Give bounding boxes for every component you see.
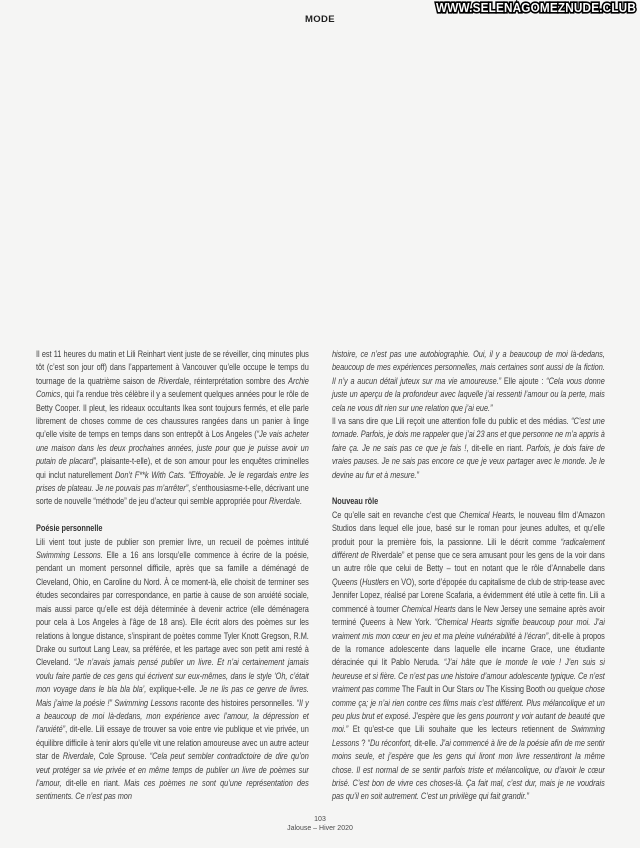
article-paragraph [36,536,309,804]
text-run: Chemical Hearts [401,603,456,615]
text-run: le nouveau film d’Amazon Studios dans lequel elle joue, basé sur le roman pour jeunes adultes, et qu’elle produit pour la première fois, la passionne. Lili le décrit comme [332,509,605,548]
text-run: “J’ai hâte que le monde le voie ! J’en suis si heureuse et si fière. Ce n’est pas une histoire d’amour adolescente typique. Ce n’est vraiment pas comme [332,657,605,696]
text-run: . Elle a 16 ans lorsqu’elle commence à écrire de la poésie, pendant un moment personnel difficile, après que sa famille a déménagé de Cleveland, Ohio, en Caroline du Nord. À ce moment-là, elle choisit de terminer ses études secondaires par correspondance, en partie à cause de son anxiété sociale, mais aussi parce qu’elle est déjà déterminée à devenir actrice (elle déménagera pour cela à Los Angeles à l’âge de 18 ans). Elle écrit alors des poèmes sur les relations à longue distance, s’inspirant de poètes comme Tyler Knott Gregson, R.M. Drake ou surtout Lang Leav, sa préférée, et les partage avec son petit ami resté à Cleveland. [36,550,309,669]
text-run: Riverdale” [371,550,405,562]
text-run: “Cela peut sembler contradictoire de dire qu’on veut protéger sa vie privée et en même temps de publier un livre de poèmes sur l’amour, [36,751,309,789]
text-run: “Cela vous donne juste un aperçu de la profondeur avec laquelle j’ai ressenti l’amour ou la perte, mais cela ne vous dit rien sur une relation que j’ai eue.” [332,375,605,414]
text-run: “C’est une tornade. Parfois, je dois me rappeler que j’ai 23 ans et que personne ne m’a appris à faire ça. Je ne sais pas ce que je fais ! [332,416,605,454]
text-run: , dit-elle. Lili essaye de trouver sa voie entre vie publique et vie privée, un équilibre difficile à tenir alors qu’elle vit une relation amoureuse avec un autre acteur star de [36,724,309,763]
text-run: ? [359,737,368,749]
text-run: “Du réconfort, [367,737,415,749]
text-run: , dit-elle en riant. [466,442,527,454]
article-paragraph [332,348,605,415]
text-run: ou [473,684,486,696]
text-run: Riverdale [268,496,300,508]
text-run: Il est 11 heures du matin et Lili Reinhart vient juste de se réveiller, cinq minutes plus tôt (c’est son jour off) dans l’appartement à Vancouver qu’elle occupe le temps du tournage de la quatrième saison de [36,349,309,387]
text-run: histoire, ce n’est pas une autobiographie. Oui, il y a beaucoup de moi là-dedans, beaucoup de mes expériences personnelles, mais certaines sont aussi de la fiction. Il n’y a aucun détail juteux sur ma vie amoureuse.” [332,349,605,387]
magazine-issue: Jalouse – Hiver 2020 [287,824,353,832]
text-run: Riverdale [62,751,94,763]
text-run: “Chemical Hearts signifie beaucoup pour moi. J’ai vraiment mis mon cœur en jeu et ma pleine vulnérabilité à l’écran” [332,617,605,642]
text-run: “Il y a beaucoup de moi là-dedans, mon expérience avec l’amour, la dépression et l’anxiété” [36,697,309,736]
page-footer [0,816,640,833]
text-run: Swimming Lessons [114,697,178,709]
article-paragraph [36,348,309,509]
text-run: , plaisante-t-elle), et de son amour pour les enquêtes criminelles qui inclut naturellement [36,456,309,481]
article-column-right [332,348,605,804]
text-run: Don’t F**k With Cats. “Effroyable. Je le regardais entre les prises de plateau. Je ne pouvais pas m’arrêter” [36,469,309,495]
text-run: , réinterprétation sombre des [189,375,289,387]
text-run: Ce qu’elle sait en revanche c’est que [332,509,460,521]
text-run: . [299,496,302,508]
watermark [433,0,639,16]
watermark-text: WWW.SELENAGOMEZNUDE.CLUB [436,1,636,15]
text-run: dans le New Jersey une semaine après avoir terminé [332,603,605,629]
article-paragraph [332,415,605,482]
text-run: , s’enthousiasme-t-elle, décrivant une sorte de nouvelle “méthode” de jeu d’acteur qui semble appropriée pour [36,483,309,508]
text-run: “radicalement différent de [332,536,605,562]
text-run: Mais ces poèmes ne sont qu’une représentation des sentiments. Ce n’est pas mon [36,777,309,803]
section-label: MODE [304,14,336,25]
text-run: raconte des histoires personnelles. [177,697,297,709]
text-run: Chemical Hearts, [459,509,516,521]
text-run: à New York. [385,617,435,629]
text-run: Hustlers [362,576,389,588]
text-run: et pense que ce sera amusant pour les gens de la voir dans un autre rôle que celui de Betty – tout en notant que le rôle d’Annabelle dans [332,550,605,575]
text-run: Swimming Lessons [36,550,101,562]
article-column-left [36,348,309,804]
text-run: Swimming Lessons [332,724,605,749]
text-run: dit-elle. [414,737,440,749]
text-run: “Je n’avais jamais pensé publier un livre. Et n’ai certainement jamais voulu faire partie de ces gens qui écrivent sur eux-mêmes, dans le style ‘Oh, c’était mon voyage dans le bla bla bla’, [36,657,309,696]
page-number: 103 [314,816,326,823]
section-heading: Poésie personnelle [36,523,103,535]
text-run: Archie Comics [36,375,309,401]
text-run: Queens [332,576,358,588]
text-run: Il va sans dire que Lili reçoit une attention folle du public et des médias. [332,416,572,428]
text-run: The Kissing Booth [485,684,546,696]
text-run: Riverdale [158,375,190,387]
text-run: Parfois, je dois faire de vraies pauses. Je ne sais pas encore ce que je veux partager avec le monde. Je le devine au fur et à mesure.” [332,442,605,481]
text-run: , Cole Sprouse. [93,751,150,763]
text-run: Et qu’est-ce que Lili souhaite que les lecteurs retiennent de [348,724,572,736]
text-run: Je ne lis pas ce genre de livres. Mais j’aime la poésie !” [36,684,309,709]
text-run: , dit-elle à propos de la romance adolescente dans laquelle elle incarne Grace, une étudiante déracinée qui lit Pablo Neruda. [332,630,605,669]
text-run: explique-t-elle. [149,684,200,696]
text-run: Queens [359,617,386,629]
text-run: J’ai commencé à lire de la poésie afin de me sentir moins seule, et j’espère que les gens qui liront mon livre ressentiront la même chose. Il est normal de se sentir parfois triste et mélancolique, ou d’avoir le cœur brisé. C’est bon de vivre ces choses-là. Ça fait mal, c’est dur, mais je ne voudrais pas qu’il en soit autrement. C’est un privilège qui fait grandir.” [332,737,605,803]
article-paragraph [332,509,605,804]
text-run: “Je vais acheter une maison dans les deux prochaines années, juste pour que je puisse avoir un putain de placard” [36,429,309,468]
section-heading: Nouveau rôle [332,496,379,508]
text-run: ( [357,576,363,588]
text-run: Lili vient tout juste de publier son premier livre, un recueil de poèmes intitulé [36,536,309,548]
text-run: , qui l’a rendue très célèbre il y a seulement quelques années pour le rôle de Betty Cooper. Il pleut, les rideaux occultants Ikea sont toujours fermés, et elle parle librement de choses comme de ces chaussures rangées dans un panier à linge qu’elle visite de temps en temps dans son entrepôt à Los Angeles ( [36,389,309,441]
text-run: ou quelque chose comme ça; je n’ai rien contre ces films mais c’est différent. Plus mélancolique et un peu plus brut et exposé. J’espère que les gens pourront y voir autant de beauté que moi.” [332,684,605,736]
text-run: The Fault in Our Stars [401,684,474,696]
text-run: dit-elle en riant. [65,777,125,789]
text-run: Elle ajoute : [501,375,547,387]
text-run: en VO), sorte d’épopée du capitalisme de club de strip-tease avec Jennifer Lopez, réalisé par Lorene Scafaria, a évidemment été utile à cette fin. Lili a commencé à tourner [332,576,605,615]
